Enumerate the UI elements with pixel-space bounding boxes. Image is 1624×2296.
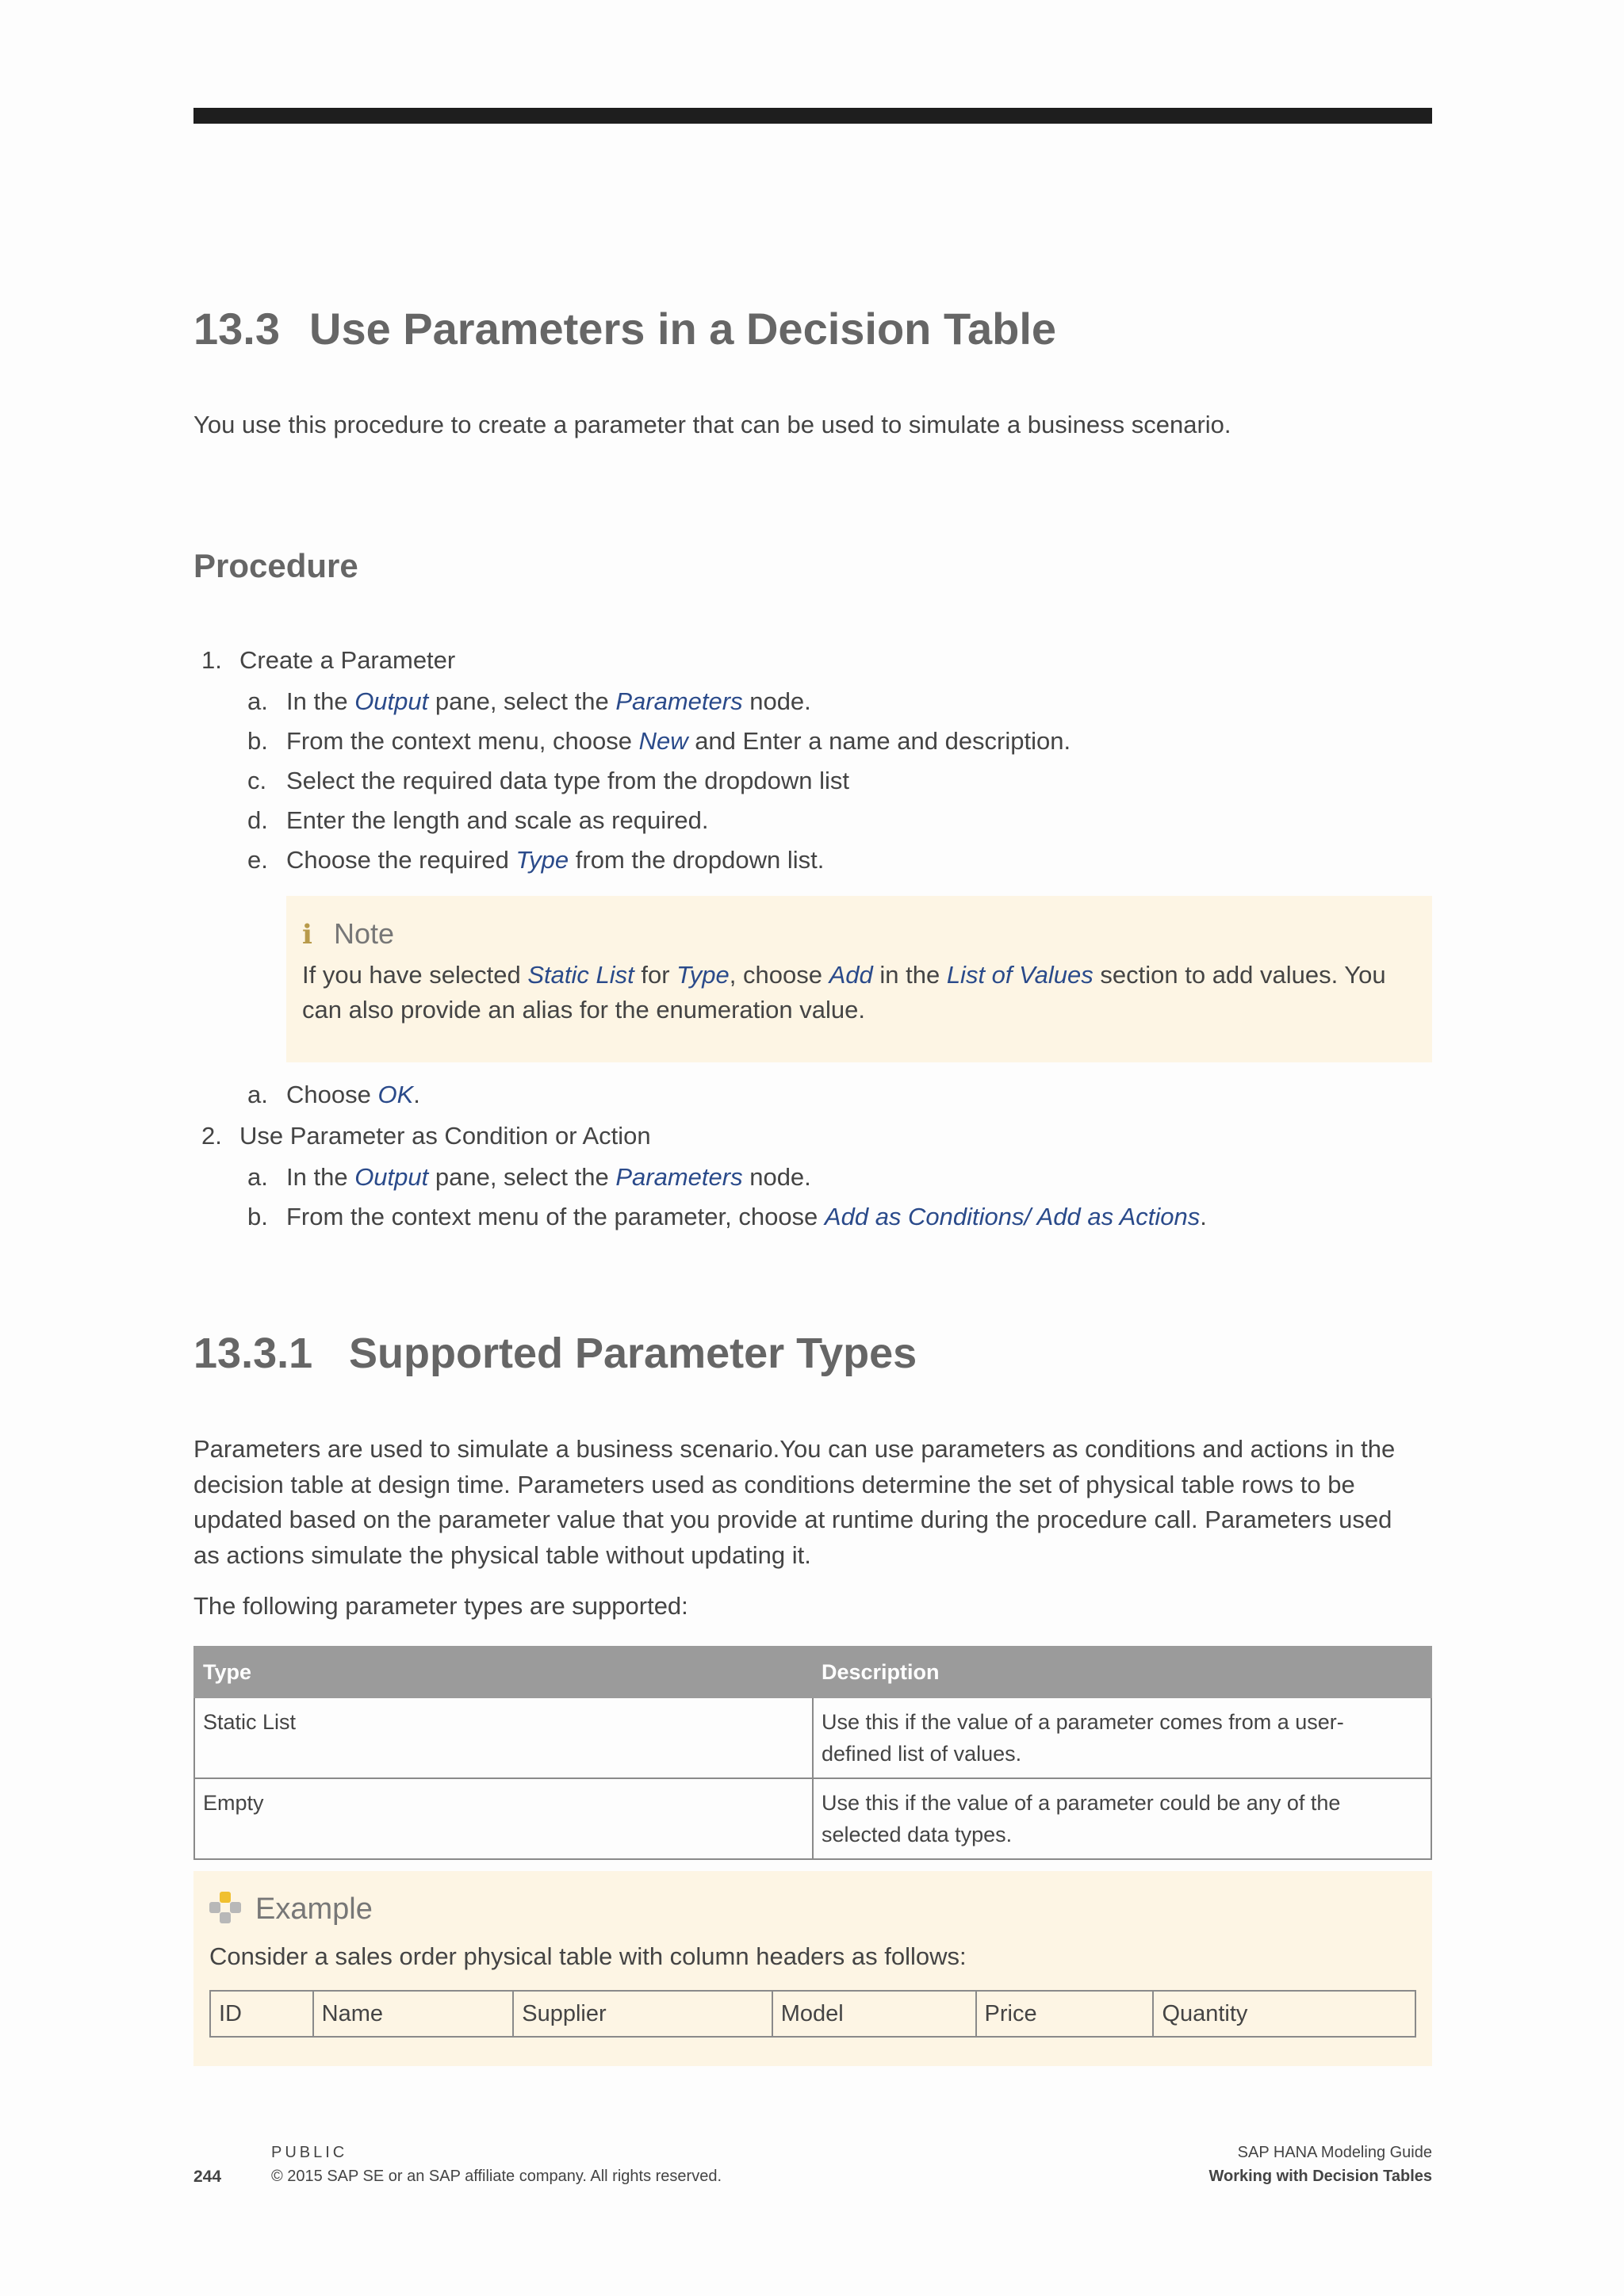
section-intro: You use this procedure to create a parameter that can be used to simulate a business scenario. bbox=[193, 411, 1231, 438]
column-header-type: Type bbox=[194, 1647, 813, 1697]
description-cell bbox=[813, 1697, 1431, 1778]
step-1c bbox=[193, 761, 1432, 801]
subsection-number: 13.3.1 bbox=[193, 1330, 313, 1377]
text-run: in the bbox=[872, 961, 947, 989]
text-run: . bbox=[413, 1081, 420, 1108]
section-heading bbox=[193, 303, 1056, 354]
copyright-text: © 2015 SAP SE or an SAP affiliate company. All rights reserved. bbox=[271, 2168, 722, 2185]
step-2b bbox=[193, 1197, 1432, 1237]
step-1a bbox=[193, 682, 1432, 721]
table-row bbox=[194, 1778, 1431, 1859]
step-2 bbox=[193, 1115, 1432, 1158]
text-run: . bbox=[1200, 1203, 1207, 1230]
subsection-title: Supported Parameter Types bbox=[349, 1330, 917, 1377]
step-2a bbox=[193, 1158, 1432, 1197]
procedure-heading: Procedure bbox=[193, 547, 358, 584]
type-cell: Empty bbox=[194, 1778, 813, 1859]
step-1 bbox=[193, 639, 1432, 682]
substep-marker: a. bbox=[247, 1163, 268, 1191]
column-cell-supplier: Supplier bbox=[513, 1991, 772, 2037]
ui-term-static-list: Static List bbox=[527, 961, 634, 989]
paragraph-line: Parameters are used to simulate a business scenario.You can use parameters as conditions and actions in the bbox=[193, 1435, 1396, 1463]
ui-term-parameters: Parameters bbox=[615, 687, 743, 715]
classification-label: PUBLIC bbox=[271, 2144, 348, 2161]
ui-term-type: Type bbox=[515, 846, 569, 874]
paragraph-line: updated based on the parameter value that you provide at runtime during the procedure call. Parameters used bbox=[193, 1506, 1392, 1533]
ui-term-parameters: Parameters bbox=[615, 1163, 743, 1191]
text-run: , choose bbox=[729, 961, 829, 989]
table-row bbox=[194, 1697, 1431, 1778]
example-callout bbox=[193, 1871, 1432, 2066]
info-icon: i bbox=[302, 919, 312, 951]
subsection-heading bbox=[193, 1329, 917, 1378]
description-line: Use this if the value of a parameter could be any of the bbox=[822, 1791, 1341, 1815]
example-title-row bbox=[209, 1884, 1416, 1934]
step-1b bbox=[193, 721, 1432, 761]
substep-marker: d. bbox=[247, 806, 268, 834]
step-1d bbox=[193, 801, 1432, 840]
substep-marker: e. bbox=[247, 846, 268, 874]
column-cell-model: Model bbox=[772, 1991, 976, 2037]
text-run: section to add values. You bbox=[1093, 961, 1386, 989]
ui-term-list-of-values: List of Values bbox=[946, 961, 1094, 989]
text-run: Choose the required bbox=[286, 846, 516, 874]
example-icon bbox=[209, 1892, 241, 1923]
type-cell: Static List bbox=[194, 1697, 813, 1778]
table-header-row bbox=[194, 1647, 1431, 1697]
description-cell bbox=[813, 1778, 1431, 1859]
substep-text bbox=[286, 1197, 1207, 1237]
substep-text bbox=[286, 721, 1071, 761]
substep-text: Select the required data type from the dropdown list bbox=[286, 767, 849, 794]
example-columns-table bbox=[209, 1990, 1416, 2038]
text-run: pane, select the bbox=[428, 687, 616, 715]
column-header-description: Description bbox=[813, 1647, 1431, 1697]
step-marker: 2. bbox=[201, 1122, 222, 1150]
text-run: Choose bbox=[286, 1081, 378, 1108]
note-title-row bbox=[302, 910, 1416, 958]
text-run: pane, select the bbox=[428, 1163, 616, 1191]
text-run: from the dropdown list. bbox=[569, 846, 825, 874]
column-cell-quantity: Quantity bbox=[1153, 1991, 1415, 2037]
document-page bbox=[193, 0, 1432, 2296]
text-run: node. bbox=[742, 687, 811, 715]
substep-marker: a. bbox=[247, 1081, 268, 1108]
table-row bbox=[210, 1991, 1415, 2037]
substep-text: Enter the length and scale as required. bbox=[286, 806, 709, 834]
chapter-title: Working with Decision Tables bbox=[1208, 2168, 1432, 2185]
ui-term-ok: OK bbox=[377, 1081, 414, 1108]
note-line-2: can also provide an alias for the enumeration value. bbox=[302, 996, 865, 1024]
section-title: Use Parameters in a Decision Table bbox=[309, 304, 1057, 354]
description-line: selected data types. bbox=[822, 1823, 1013, 1846]
ui-term-type: Type bbox=[676, 961, 730, 989]
ui-term-add: Add bbox=[829, 961, 873, 989]
note-body bbox=[302, 958, 1416, 1027]
ui-term-new: New bbox=[638, 727, 688, 755]
text-run: node. bbox=[742, 1163, 811, 1191]
substep-marker: b. bbox=[247, 1203, 268, 1230]
parameter-types-table bbox=[193, 1646, 1432, 1860]
note-title: Note bbox=[334, 917, 395, 950]
paragraph-line: decision table at design time. Parameters used as conditions determine the set of physical table rows to be bbox=[193, 1470, 1355, 1498]
substep-text bbox=[286, 1075, 420, 1115]
step-1f bbox=[193, 1075, 1432, 1115]
text-run: If you have selected bbox=[302, 961, 528, 989]
description-line: Use this if the value of a parameter comes from a user- bbox=[822, 1710, 1344, 1734]
substep-marker: c. bbox=[247, 767, 267, 794]
substep-text bbox=[286, 682, 811, 721]
column-cell-id: ID bbox=[210, 1991, 313, 2037]
text-run: for bbox=[634, 961, 677, 989]
note-callout bbox=[286, 896, 1432, 1062]
text-run: From the context menu of the parameter, choose bbox=[286, 1203, 825, 1230]
paragraph-line: as actions simulate the physical table without updating it. bbox=[193, 1540, 811, 1569]
text-run: and Enter a name and description. bbox=[688, 727, 1071, 755]
procedure-steps bbox=[193, 639, 1432, 1237]
step-text: Create a Parameter bbox=[239, 646, 456, 674]
column-cell-name: Name bbox=[313, 1991, 514, 2037]
top-rule bbox=[193, 108, 1432, 124]
text-run: From the context menu, choose bbox=[286, 727, 639, 755]
column-cell-price: Price bbox=[976, 1991, 1154, 2037]
note-line-1 bbox=[302, 958, 1416, 993]
substep-marker: a. bbox=[247, 687, 268, 715]
section-number: 13.3 bbox=[193, 304, 280, 354]
substep-marker: b. bbox=[247, 727, 268, 755]
description-line: defined list of values. bbox=[822, 1742, 1022, 1766]
guide-title: SAP HANA Modeling Guide bbox=[1237, 2144, 1432, 2161]
text-run: In the bbox=[286, 687, 355, 715]
ui-term-add-as-conditions-actions: Add as Conditions/ Add as Actions bbox=[824, 1203, 1201, 1230]
subsection-paragraph bbox=[193, 1432, 1432, 1573]
step-text: Use Parameter as Condition or Action bbox=[239, 1122, 651, 1150]
substep-text bbox=[286, 1158, 811, 1197]
example-body: Consider a sales order physical table with column headers as follows: bbox=[209, 1942, 967, 1970]
ui-term-output: Output bbox=[354, 687, 429, 715]
types-intro: The following parameter types are supported: bbox=[193, 1592, 688, 1620]
step-1e bbox=[193, 840, 1432, 880]
substep-text bbox=[286, 840, 824, 880]
page-number: 244 bbox=[193, 2168, 222, 2186]
step-marker: 1. bbox=[201, 646, 222, 674]
ui-term-output: Output bbox=[354, 1163, 429, 1191]
text-run: In the bbox=[286, 1163, 355, 1191]
example-title: Example bbox=[255, 1892, 373, 1926]
